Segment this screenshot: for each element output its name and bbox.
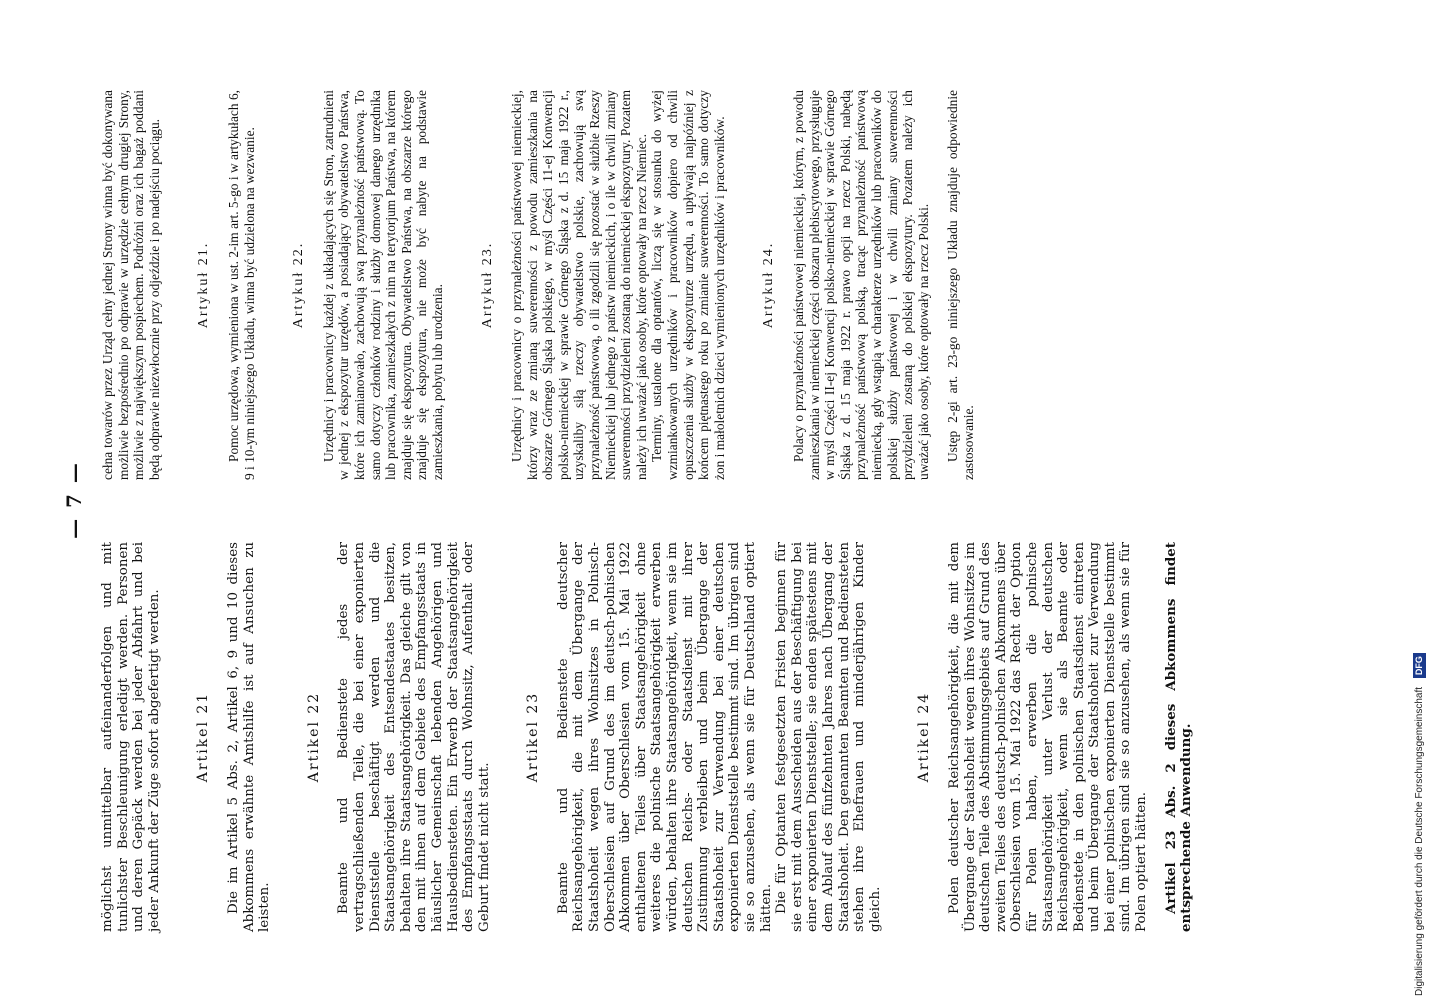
polish-article-23-text-1: Urzędnicy i pracownicy o przynależności państwowej niemieckiej, którzy wraz ze zmianą suwerenności z powodu zamieszkania na obszarze Górnego Śląska polskiego, w myśl Części 11-ej Konwencji polsko-niemieckiej w sprawie Górnego Śląska z d. 15 maja 1922 r., uzyskaliby siłą rzeczy obywatelstwo polskie, zachowują swą przynależność państwową, o ili zgodzili się pozostać w służbie Rzeszy Niemieckiej lub jednego z państw niemieckich, i o ile w chwili zmiany suwerenności przydzieleni zostaną do niemieckiej ekspozytury. Pozatem należy ich uważać jako osoby, które optowały na rzecz Niemiec. bbox=[509, 90, 649, 480]
dfg-logo: DFG bbox=[1413, 653, 1426, 678]
polish-article-23-text-2: Terminy, ustalone dla optantów, liczą się w stosunku do wyżej wzmiankowanych urzędników i pracowników dopiero od chwili opuszczenia służby w ekspozyturze urzędu, a upływają najpóźniej z końcem piętnastego roku po zmianie suwerenności. To samo dotyczy żon i małoletnich dzieci wymienionych urzędników i pracowników. bbox=[649, 90, 727, 480]
digitization-credit-text: Digitalisierung gefördert durch die Deutsche Forschungsgemeinschaft bbox=[1414, 686, 1425, 996]
digitization-credit-text-wrap bbox=[1412, 6, 1428, 996]
polish-intro-paragraph: cełna towarów przez Urząd cełny jednej Strony winna być dokonywana możliwie bezpośrednio po odprawie w urzędzie cełnym drugiej Strony, możliwie z największym pospiechem. Podróżni oraz ich bagaż poddani będą odprawie niezwłocznie przy odjeździe i po nadejściu pociągu. bbox=[100, 90, 162, 480]
german-article-22-text: Beamte und Bedienstete jedes der vertragschließenden Teile, die bei einer exponierten Dienststelle beschäftigt werden und die Staatsangehörigkeit des Entsendestaates besitzen, behalten ihre Staatsangehörigkeit. Das gleiche gilt von den mit ihnen auf dem Gebiete des Empfangsstaats in häuslicher Gemeinschaft lebenden Angehörigen und Hausbediensteten. Ein Erwerb der Staatsangehörigkeit des Empfangsstaats durch Wohnsitz, Aufenthalt oder Geburt findet nicht statt. bbox=[336, 542, 492, 932]
german-article-24-text: Polen deutscher Reichsangehörigkeit, die mit dem Übergange der Staatshoheit wegen ihres Wohnsitzes im deutschen Teile des Abstimmungsgebiets auf Grund des zweiten Teiles des deutsch-polnischen Abkommens über Oberschlesien vom 15. Mai 1922 das Recht der Option für Polen haben, erwerben die polnische Staatsangehörigkeit unter Verlust der deutschen Reichsangehörigkeit, wenn sie als Beamte oder Bedienstete in den polnischen Staatsdienst eintreten und beim Übergange der Staatshoheit zur Verwendung bei einer polnischen exponierten Dienststelle bestimmt sind. Im übrigen sind sie so anzusehen, als wenn sie für Polen optiert hätten. bbox=[946, 542, 1150, 932]
german-article-23-text-2: Die für Optanten festgesetzten Fristen beginnen für sie erst mit dem Ausscheiden aus der Beschäftigung bei einer exponierten Dienststelle; sie enden spätestens mit dem Ablauf des fünfzehnten Jahres nach Übergang der Staatshoheit. Den genannten Beamten und Bediensteten stehen ihre Ehefrauen und minderjährigen Kinder gleich. bbox=[774, 542, 883, 932]
polish-article-21-text: Pomoc urzędowa, wymieniona w ust. 2-im art. 5-go i w artykułach 6, 9 i 10-ym niniejszego Układu, winna być udzielona na wezwanie. bbox=[225, 90, 257, 480]
polish-article-22-heading: Artykuł 22. bbox=[291, 241, 307, 329]
polish-article-22-text: Urzędnicy i pracownicy każdej z układających się Stron, zatrudnieni w jednej z ekspozytur urzędów, a posiadający obywatelstwo Państwa, które ich zamianowało, zachowują swą przynależność państwową. To samo dotyczy członków rodziny i służby domowej danego urzędnika lub pracownika, zamieszkałych z nim na terytorjum Państwa, na którem znajduje się ekspozytura. Obywatelstwo Państwa, na obszarze którego znajduje się ekspozytura, nie może być nabyte na podstawie zamieszkania, pobytu lub urodzenia. bbox=[320, 90, 445, 480]
digitization-credit bbox=[1412, 6, 1428, 996]
page-number: — 7 — bbox=[62, 461, 86, 539]
polish-article-21-heading: Artykuł 21. bbox=[196, 241, 212, 329]
polish-article-24-heading: Artykuł 24. bbox=[761, 241, 777, 329]
german-article-21-heading: Artikel 21 bbox=[195, 691, 212, 783]
german-article-23-text-1: Beamte und Bedienstete deutscher Reichsangehörigkeit, die mit dem Übergange der Staatshoheit wegen ihres Wohnsitzes in Polnisch-Oberschlesien auf Grund des im deutsch-polnischen Abkommen über Oberschlesien vom 15. Mai 1922 enthaltenen Teiles über Staatsangehörigkeit ohne weiteres die polnische Staatsangehörigkeit erwerben würden, behalten ihre Staatsangehörigkeit, wenn sie im deutschen Reichs- oder Staatsdienst mit ihrer Zustimmung verbleiben und beim Übergange der Staatshoheit zur Verwendung bei einer deutschen exponierten Dienststelle bestimmt sind. Im übrigen sind sie so anzusehen, als wenn sie für Deutschland optiert hätten. bbox=[555, 542, 774, 932]
german-column bbox=[100, 542, 1195, 932]
polish-article-24-text: Polacy o przynależności państwowej niemieckiej, którym, z powodu zamieszkania w niemieckiej części obszaru plebiscytowego, przysługuje w myśl Części II-ej Konwencji polsko-niemieckiej w sprawie Górnego Śląska z d. 15 maja 1922 r. prawo opcji na rzecz Polski, nabędą przynależność państwową polską, tracąc przynależność państwową niemiecką, gdy wstąpią w charakterze urzędników lub pracowników do polskiej służby państwowej i w chwili zmiany suwerenności przydzieleni zostaną do polskiej ekspozytury. Pozatem należy ich uważać jako osoby, które optowały na rzecz Polski. bbox=[791, 90, 931, 480]
polish-column bbox=[100, 90, 977, 480]
polish-article-23-heading: Artykuł 23. bbox=[479, 241, 495, 329]
german-closing-paragraph: Artikel 23 Abs. 2 dieses Abkommens findet entsprechende Anwendung. bbox=[1162, 542, 1195, 932]
polish-closing-paragraph: Ustęp 2-gi art. 23-go niniejszego Układu znajduje odpowiednie zastosowanie. bbox=[945, 90, 976, 480]
german-article-21-text: Die im Artikel 5 Abs. 2, Artikel 6, 9 und 10 dieses Abkommens erwähnte Amtshilfe ist auf Ansuchen zu leisten. bbox=[225, 542, 273, 932]
german-article-22-heading: Artikel 22 bbox=[305, 691, 322, 783]
german-article-23-heading: Artikel 23 bbox=[525, 691, 542, 783]
german-intro-paragraph: möglichst unmittelbar aufeinanderfolgen und mit tunlichster Beschleunigung erledigt werden. Personen und deren Gepäck werden bei jeder Abfahrt und bei jeder Ankunft der Züge sofort abgefertigt werden. bbox=[100, 542, 162, 932]
german-article-24-heading: Artikel 24 bbox=[916, 691, 933, 783]
